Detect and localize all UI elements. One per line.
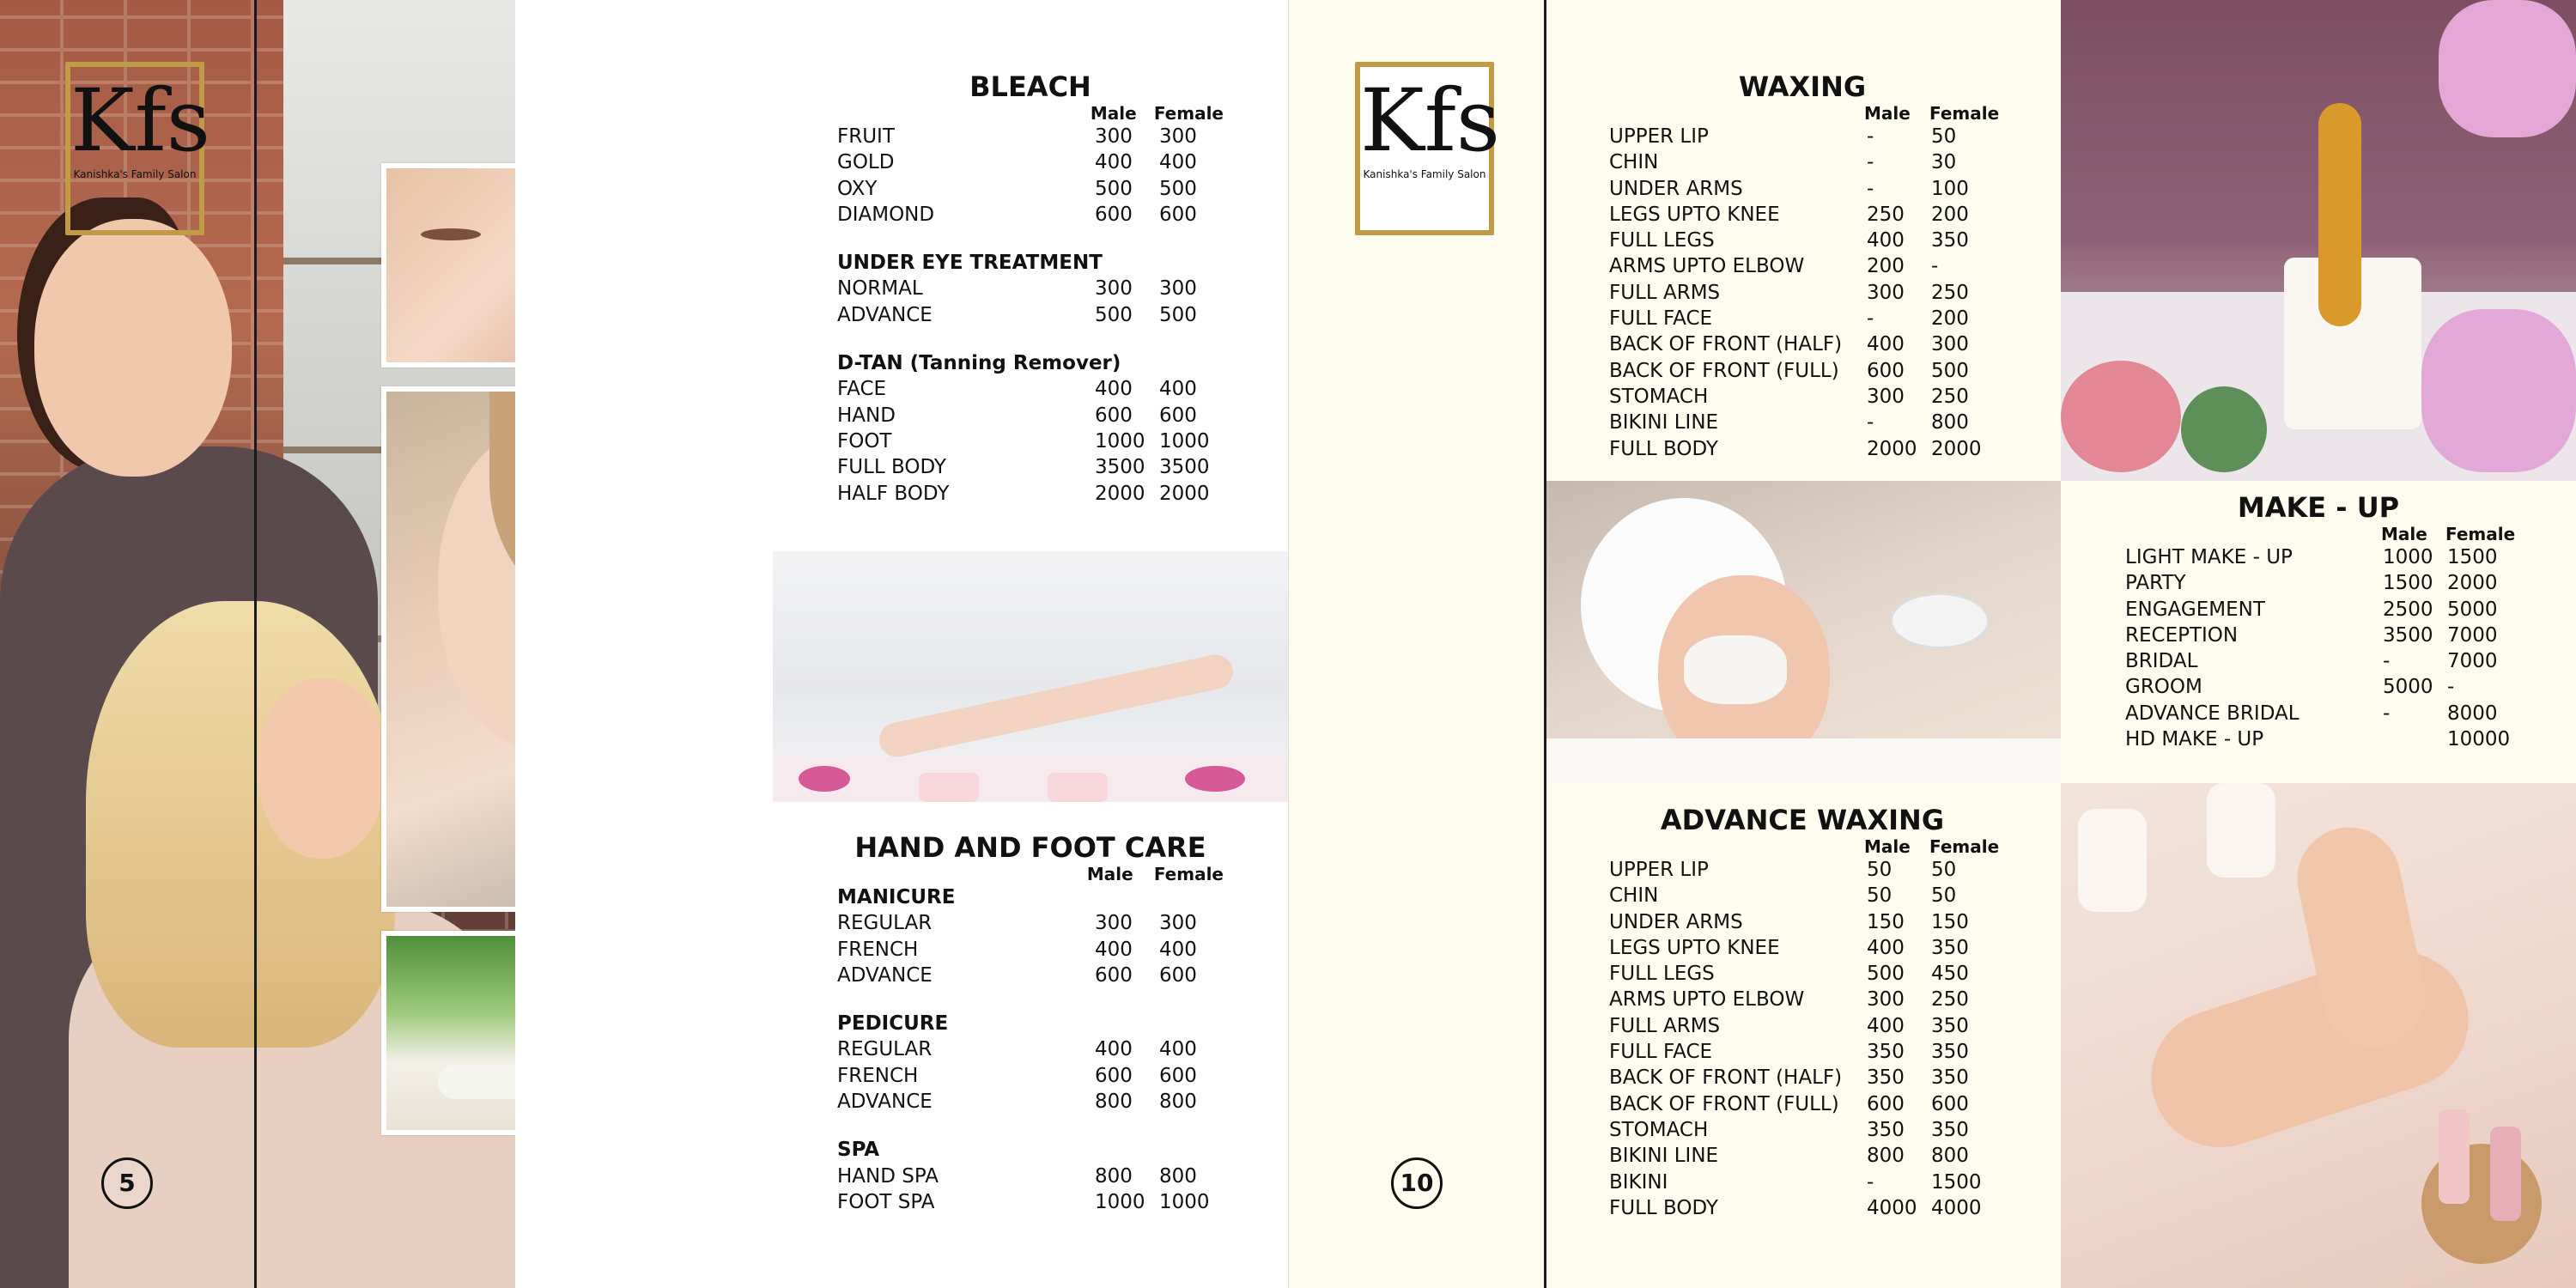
male-price: 1500 <box>2383 572 2433 595</box>
service-name: FULL BODY <box>1609 1196 1718 1219</box>
male-price: - <box>1867 411 1874 434</box>
hand-foot-column-headers <box>837 864 1224 884</box>
brand-mark: Kfs <box>70 70 211 171</box>
service-name: UNDER ARMS <box>1609 177 1743 200</box>
male-price: 600 <box>1095 404 1133 427</box>
price-row <box>837 403 1224 428</box>
female-price: 800 <box>1159 1091 1197 1114</box>
male-price: 2000 <box>1867 437 1917 460</box>
female-price: 30 <box>1931 151 1957 174</box>
female-price: 800 <box>1159 1164 1197 1188</box>
price-row <box>837 276 1224 301</box>
pedicure-feet-photo <box>2061 783 2576 1288</box>
female-price: 300 <box>1931 333 1969 356</box>
price-row <box>1609 280 2004 306</box>
male-price: 350 <box>1867 1041 1905 1064</box>
service-name: ARMS UPTO ELBOW <box>1609 988 1805 1012</box>
female-price: 50 <box>1931 125 1957 148</box>
price-row <box>837 1063 1224 1089</box>
female-price: 500 <box>1931 359 1969 382</box>
price-row <box>837 124 1224 149</box>
male-price: 600 <box>1095 963 1133 987</box>
female-price: 600 <box>1159 1064 1197 1087</box>
female-price: 300 <box>1159 125 1197 148</box>
female-price: 1000 <box>1159 1190 1210 1213</box>
service-name: FOOT SPA <box>837 1190 935 1213</box>
female-price: 200 <box>1931 307 1969 331</box>
service-name: FULL BODY <box>837 456 946 479</box>
price-row <box>1609 358 2004 384</box>
makeup-title: MAKE - UP <box>2237 491 2400 524</box>
service-name: FOOT <box>837 429 892 453</box>
service-name: BIKINI <box>1609 1170 1668 1194</box>
pedicure-title: PEDICURE <box>837 1012 949 1036</box>
service-name: ARMS UPTO ELBOW <box>1609 255 1805 278</box>
female-price: 350 <box>1931 1041 1969 1064</box>
price-row <box>837 910 1224 936</box>
service-name: ADVANCE <box>837 1091 933 1114</box>
price-row <box>1609 228 2004 253</box>
price-row <box>1609 1065 2004 1091</box>
female-price: 1500 <box>1931 1170 1982 1194</box>
service-name: FRENCH <box>837 938 919 961</box>
service-name: BACK OF FRONT (HALF) <box>1609 1066 1843 1090</box>
female-price: 200 <box>1931 203 1969 226</box>
male-price: 600 <box>1095 203 1133 226</box>
female-price: 600 <box>1159 963 1197 987</box>
price-row <box>1609 1170 2004 1195</box>
service-name: HAND SPA <box>837 1164 939 1188</box>
male-price: 400 <box>1867 1014 1905 1037</box>
female-price: 500 <box>1159 177 1197 200</box>
price-row <box>1609 410 2004 435</box>
service-name: FULL LEGS <box>1609 229 1715 252</box>
price-row <box>837 176 1224 202</box>
advance-waxing-title: ADVANCE WAXING <box>1660 804 1945 836</box>
price-row <box>837 937 1224 963</box>
price-row <box>1609 1195 2004 1221</box>
female-price: 3500 <box>1159 456 1210 479</box>
female-price: 1500 <box>2447 546 2498 568</box>
price-row <box>1609 202 2004 228</box>
service-name: UNDER ARMS <box>1609 910 1743 933</box>
female-price: 7000 <box>2447 623 2498 647</box>
male-price: 300 <box>1095 277 1133 301</box>
female-price: 600 <box>1931 1092 1969 1115</box>
price-row <box>1609 1091 2004 1117</box>
price-row <box>1609 987 2004 1012</box>
service-name: FULL ARMS <box>1609 281 1721 304</box>
face-mask-photo <box>1546 481 2061 783</box>
service-name: CHIN <box>1609 884 1659 908</box>
male-column-header: Male <box>1864 836 1911 857</box>
female-column-header: Female <box>1929 103 2000 124</box>
male-price: - <box>2383 650 2391 673</box>
female-price: 600 <box>1159 404 1197 427</box>
male-column-header: Male <box>2381 524 2427 544</box>
female-price: 450 <box>1931 963 1969 986</box>
female-price: 10000 <box>2447 728 2511 751</box>
price-row <box>1609 1039 2004 1065</box>
service-name: FRUIT <box>837 125 895 148</box>
male-price: 300 <box>1867 281 1905 304</box>
male-price: 350 <box>1867 1118 1905 1141</box>
female-price: 250 <box>1931 281 1969 304</box>
service-name: HAND <box>837 404 896 427</box>
price-row <box>837 149 1224 175</box>
female-price: 800 <box>1931 411 1969 434</box>
female-price: 350 <box>1931 1014 1969 1037</box>
male-price: 400 <box>1095 1038 1133 1061</box>
service-name: OXY <box>837 177 878 200</box>
male-price: 500 <box>1867 963 1905 986</box>
male-price: 350 <box>1867 1066 1905 1090</box>
male-price: 500 <box>1095 303 1133 326</box>
male-price: 400 <box>1095 938 1133 961</box>
male-price: 600 <box>1867 1092 1905 1115</box>
male-price: 1000 <box>1095 429 1145 453</box>
page-number-left: 5 <box>101 1157 153 1209</box>
service-name: FULL ARMS <box>1609 1014 1721 1037</box>
service-name: REGULAR <box>837 1038 933 1061</box>
waxing-column-headers <box>1609 103 2004 124</box>
female-price: - <box>1931 255 1939 278</box>
female-price: 400 <box>1159 151 1197 174</box>
male-price: 300 <box>1867 988 1905 1012</box>
service-name: HALF BODY <box>837 482 950 505</box>
service-name: FULL BODY <box>1609 437 1718 460</box>
wax-application-photo <box>2061 0 2576 481</box>
male-column-header: Male <box>1090 103 1137 124</box>
male-price: 300 <box>1095 912 1133 935</box>
female-price: 5000 <box>2447 598 2498 621</box>
female-column-header: Female <box>1153 864 1224 884</box>
female-price: 250 <box>1931 988 1969 1012</box>
male-price: - <box>2383 702 2391 725</box>
male-price: - <box>1867 177 1874 200</box>
price-row <box>1609 124 2004 149</box>
service-name: LEGS UPTO KNEE <box>1609 203 1780 226</box>
female-price: 7000 <box>2447 650 2498 673</box>
service-name: BIKINI LINE <box>1609 1145 1719 1168</box>
female-price: 350 <box>1931 936 1969 959</box>
brand-logo <box>65 62 211 235</box>
male-price: - <box>1867 1170 1874 1194</box>
female-price: 350 <box>1931 229 1969 252</box>
price-row <box>837 202 1224 228</box>
price-row <box>2125 597 2520 623</box>
price-row <box>1609 384 2004 410</box>
service-name: FULL LEGS <box>1609 963 1715 986</box>
female-price: 500 <box>1159 303 1197 326</box>
price-row <box>837 302 1224 328</box>
male-price <box>2383 726 2447 752</box>
service-name: BRIDAL <box>2125 650 2198 673</box>
female-price: 300 <box>1159 277 1197 301</box>
female-column-header: Female <box>1929 836 2000 857</box>
leg-waxing-photo <box>773 551 1288 802</box>
male-price: 2000 <box>1095 482 1145 505</box>
male-price: 250 <box>1867 203 1905 226</box>
female-price: 100 <box>1931 177 1969 200</box>
bleach-title: BLEACH <box>969 70 1091 103</box>
price-row <box>2125 674 2520 700</box>
male-price: 1000 <box>1095 1190 1145 1213</box>
service-name: REGULAR <box>837 912 933 935</box>
advance-waxing-column-headers <box>1609 836 2004 857</box>
price-row <box>2125 726 2520 752</box>
female-price: 400 <box>1159 1038 1197 1061</box>
service-name: RECEPTION <box>2125 623 2239 647</box>
service-name: LEGS UPTO KNEE <box>1609 936 1780 959</box>
price-row <box>837 1163 1224 1189</box>
female-column-header: Female <box>2445 524 2516 544</box>
page-divider-line <box>254 0 257 1288</box>
female-price: 350 <box>1931 1066 1969 1090</box>
service-name: UPPER LIP <box>1609 859 1709 881</box>
male-price: 800 <box>1095 1091 1133 1114</box>
service-name: FACE <box>837 378 887 401</box>
female-price: 2000 <box>1159 482 1210 505</box>
hand-foot-care-section <box>837 831 1224 1215</box>
female-price: 300 <box>1159 912 1197 935</box>
male-column-header: Male <box>1086 864 1133 884</box>
price-row <box>837 963 1224 988</box>
price-row <box>1609 331 2004 357</box>
male-price: 300 <box>1867 385 1905 408</box>
bleach-column-headers <box>837 103 1224 124</box>
service-name: BACK OF FRONT (FULL) <box>1609 359 1839 382</box>
page-number-right: 10 <box>1391 1157 1443 1209</box>
male-price: 4000 <box>1867 1196 1917 1219</box>
service-name: BACK OF FRONT (FULL) <box>1609 1092 1839 1115</box>
female-price: 2000 <box>1931 437 1982 460</box>
waxing-title: WAXING <box>1738 70 1867 103</box>
male-price: 3500 <box>1095 456 1145 479</box>
price-row <box>837 481 1224 507</box>
price-row <box>1609 857 2004 883</box>
male-price: 400 <box>1867 936 1905 959</box>
female-price: 150 <box>1931 910 1969 933</box>
price-row <box>1609 436 2004 462</box>
service-name: FULL FACE <box>1609 307 1713 331</box>
male-price: 400 <box>1867 229 1905 252</box>
advance-waxing-section <box>1609 804 2004 1221</box>
service-name: PARTY <box>2125 572 2186 595</box>
male-price: 200 <box>1867 255 1905 278</box>
price-row <box>1609 253 2004 279</box>
male-price: 400 <box>1095 151 1133 174</box>
price-row <box>2125 623 2520 648</box>
dtan-title: D-TAN (Tanning Remover) <box>837 352 1121 375</box>
service-name: STOMACH <box>1609 385 1709 408</box>
brand-mark: Kfs <box>1360 70 1501 171</box>
brand-name: Kanishka's Family Salon <box>73 168 197 180</box>
male-price: 600 <box>1095 1064 1133 1087</box>
price-row <box>2125 701 2520 726</box>
female-price: 50 <box>1931 859 1957 881</box>
price-row <box>837 1036 1224 1062</box>
service-name: UPPER LIP <box>1609 125 1709 148</box>
service-name: CHIN <box>1609 151 1659 174</box>
bleach-section <box>837 70 1224 507</box>
brand-name: Kanishka's Family Salon <box>1363 168 1486 180</box>
service-name: ADVANCE BRIDAL <box>2125 702 2300 725</box>
service-name: FULL FACE <box>1609 1041 1713 1064</box>
female-price: 600 <box>1159 203 1197 226</box>
male-price: 300 <box>1095 125 1133 148</box>
male-price: - <box>1867 125 1874 148</box>
service-name: HD MAKE - UP <box>2125 728 2264 751</box>
male-price: 600 <box>1867 359 1905 382</box>
price-row <box>837 1189 1224 1215</box>
service-name: BACK OF FRONT (HALF) <box>1609 333 1843 356</box>
service-name: STOMACH <box>1609 1118 1709 1141</box>
female-price: - <box>2447 676 2455 699</box>
male-price: 400 <box>1867 333 1905 356</box>
price-row <box>1609 883 2004 908</box>
male-price: 50 <box>1867 859 1893 881</box>
male-price: 800 <box>1867 1145 1905 1168</box>
female-price: 2000 <box>2447 572 2498 595</box>
male-price: - <box>1867 151 1874 174</box>
price-row <box>1609 1143 2004 1169</box>
female-price: 50 <box>1931 884 1957 908</box>
female-column-header: Female <box>1153 103 1224 124</box>
price-row <box>837 1089 1224 1115</box>
female-price: 8000 <box>2447 702 2498 725</box>
brand-logo <box>1355 62 1501 235</box>
female-price: 400 <box>1159 378 1197 401</box>
waxing-section <box>1609 70 2004 462</box>
service-name: NORMAL <box>837 277 923 301</box>
service-name: BIKINI LINE <box>1609 411 1719 434</box>
price-row <box>1609 176 2004 202</box>
price-row <box>1609 306 2004 331</box>
price-row <box>837 428 1224 454</box>
service-name: GROOM <box>2125 676 2202 699</box>
under-eye-title: UNDER EYE TREATMENT <box>837 252 1103 275</box>
hand-foot-care-title: HAND AND FOOT CARE <box>854 831 1206 864</box>
makeup-section <box>2125 491 2520 752</box>
female-price: 350 <box>1931 1118 1969 1141</box>
makeup-column-headers <box>2125 524 2520 544</box>
price-row <box>2125 570 2520 596</box>
price-row <box>2125 544 2520 570</box>
female-price: 800 <box>1931 1145 1969 1168</box>
male-price: - <box>1867 307 1874 331</box>
male-price: 500 <box>1095 177 1133 200</box>
male-price: 50 <box>1867 884 1893 908</box>
service-name: ENGAGEMENT <box>2125 598 2265 621</box>
price-row <box>837 376 1224 402</box>
male-price: 400 <box>1095 378 1133 401</box>
male-price: 5000 <box>2383 676 2433 699</box>
service-name: ADVANCE <box>837 303 933 326</box>
service-name: LIGHT MAKE - UP <box>2125 546 2293 568</box>
spa-title: SPA <box>837 1139 880 1162</box>
price-row <box>837 454 1224 480</box>
price-row <box>1609 961 2004 987</box>
female-price: 400 <box>1159 938 1197 961</box>
price-row <box>1609 149 2004 175</box>
service-name: DIAMOND <box>837 203 935 226</box>
manicure-title: MANICURE <box>837 886 956 908</box>
male-price: 800 <box>1095 1164 1133 1188</box>
price-row <box>1609 935 2004 961</box>
price-row <box>1609 1117 2004 1143</box>
service-name: FRENCH <box>837 1064 919 1087</box>
service-name: ADVANCE <box>837 963 933 987</box>
female-price: 4000 <box>1931 1196 1982 1219</box>
male-price: 2500 <box>2383 598 2433 621</box>
female-price: 250 <box>1931 385 1969 408</box>
male-column-header: Male <box>1864 103 1911 124</box>
male-price: 150 <box>1867 910 1905 933</box>
price-row <box>2125 648 2520 674</box>
price-row <box>1609 909 2004 935</box>
service-name: GOLD <box>837 151 895 174</box>
price-row <box>1609 1013 2004 1039</box>
male-price: 1000 <box>2383 546 2433 568</box>
female-price: 1000 <box>1159 429 1210 453</box>
male-price: 3500 <box>2383 623 2433 647</box>
